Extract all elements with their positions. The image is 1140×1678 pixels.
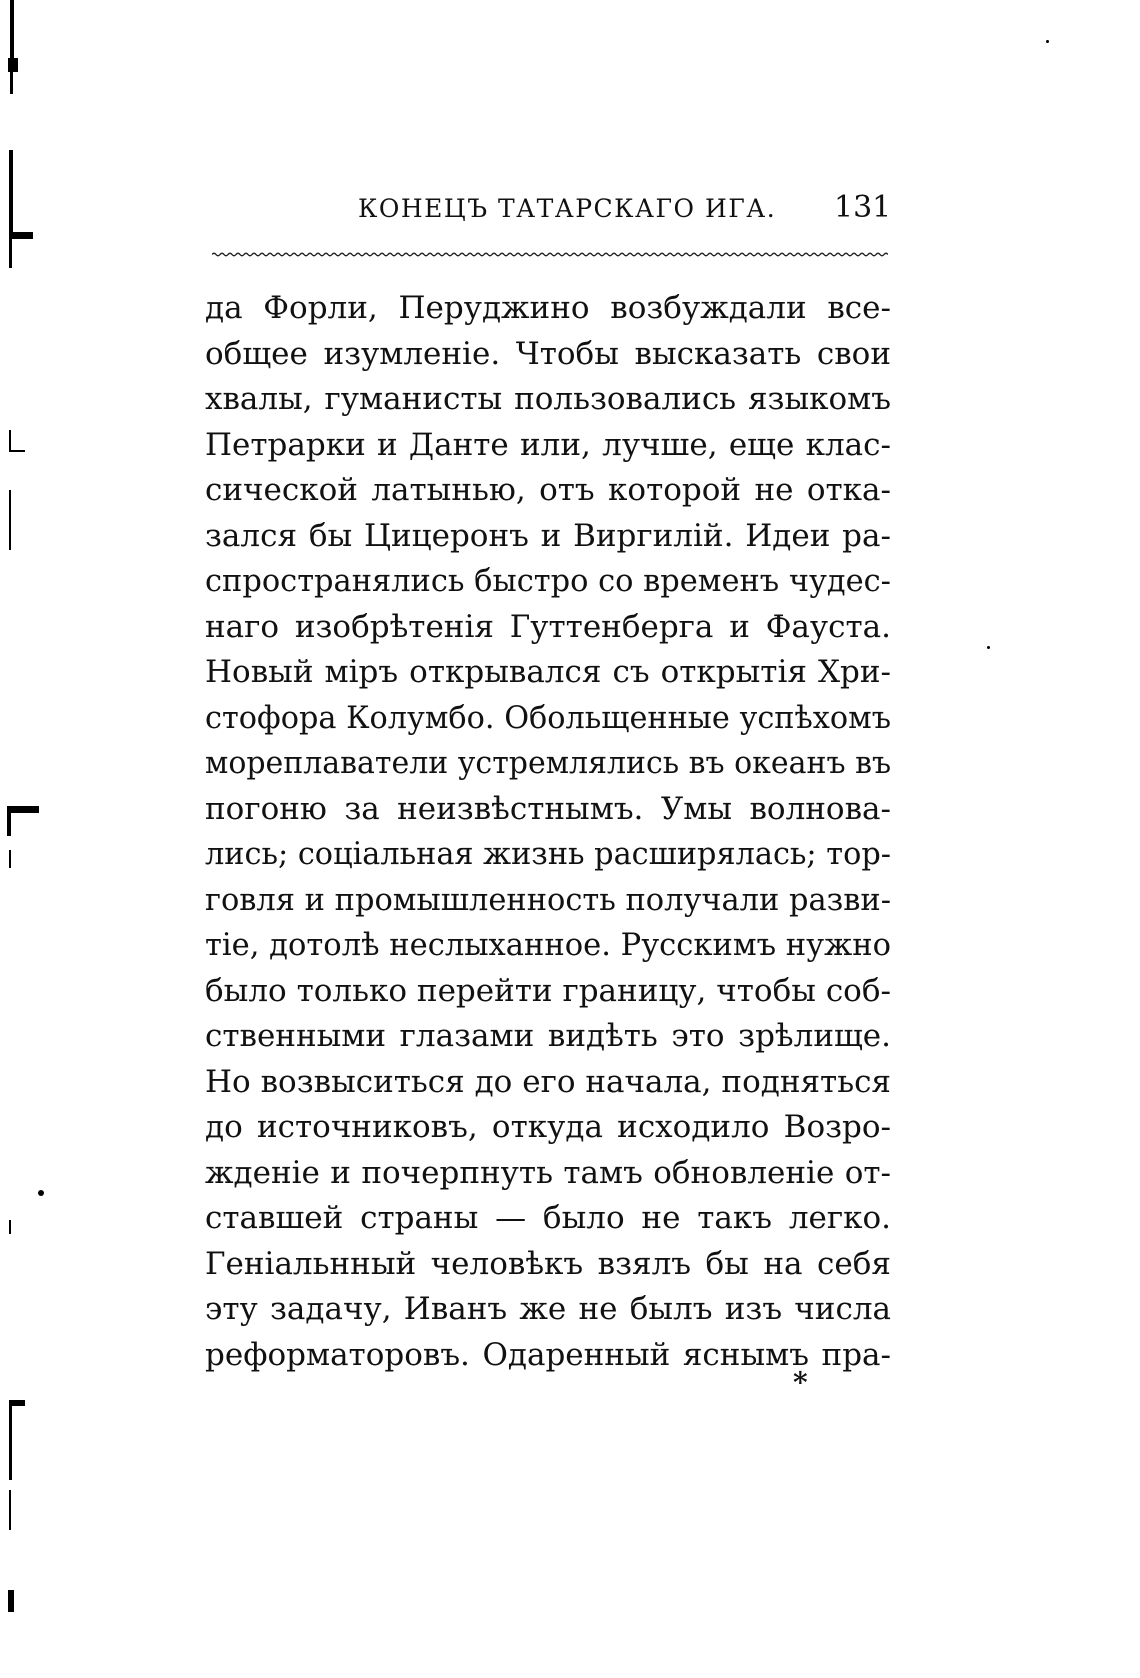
scan-edge-mark xyxy=(9,430,11,452)
text-line: реформаторовъ. Одаренный яснымъ пра- xyxy=(205,1336,891,1373)
text-line: эту задачу, Иванъ же не былъ изъ числа xyxy=(205,1291,891,1327)
text-line: Петрарки и Данте или, лучше, еще клас- xyxy=(205,426,891,463)
header-rule xyxy=(212,252,888,257)
scan-edge-mark xyxy=(10,0,14,62)
scan-edge-mark xyxy=(8,58,18,72)
scan-edge-mark xyxy=(8,1590,14,1612)
text-line: Но возвыситься до его начала, подняться xyxy=(205,1063,891,1100)
text-line: мореплаватели устремлялись въ океанъ въ xyxy=(205,745,892,781)
text-line: спространялись быстро со временъ чудес- xyxy=(205,563,891,599)
scan-edge-mark xyxy=(9,490,11,550)
scan-edge-mark xyxy=(7,806,11,836)
scan-edge-mark xyxy=(9,1490,11,1530)
text-line: погоню за неизвѣстнымъ. Умы волнова- xyxy=(205,790,891,827)
scan-speck xyxy=(987,646,990,649)
text-line: говля и промышленность получали разви- xyxy=(205,881,892,918)
body-text xyxy=(205,286,891,1378)
text-line: Геніальнный человѣкъ взялъ бы на себя xyxy=(205,1245,891,1282)
scan-edge-mark xyxy=(9,150,13,238)
running-title: КОНЕЦЪ ТАТАРСКАГО ИГА. xyxy=(358,194,777,223)
text-line: ставшей страны — было не такъ легко. xyxy=(205,1200,891,1236)
text-line: сической латынью, отъ которой не отка- xyxy=(205,472,891,508)
scan-edge-mark xyxy=(7,806,39,813)
scan-speck xyxy=(38,1190,44,1196)
scan-edge-mark xyxy=(9,1220,11,1234)
text-line: Новый міръ открывался съ открытія Хри- xyxy=(205,654,891,690)
text-line: ственными глазами видѣть это зрѣлище. xyxy=(205,1018,891,1054)
scan-edge-mark xyxy=(10,72,13,94)
text-line: тіе, дотолѣ неслыханное. Русскимъ нужно xyxy=(205,927,892,963)
scan-edge-mark xyxy=(9,1400,12,1480)
text-line: было только перейти границу, чтобы соб- xyxy=(205,972,891,1009)
text-line: стофора Колумбо. Обольщенные успѣхомъ xyxy=(205,699,891,736)
text-line: наго изобрѣтенія Гуттенберга и Фауста. xyxy=(205,608,891,645)
signature-mark: * xyxy=(793,1366,808,1399)
text-line: до источниковъ, откуда исходило Возро- xyxy=(205,1109,891,1145)
text-line: хвалы, гуманисты пользовались языкомъ xyxy=(205,381,891,417)
scan-edge-mark xyxy=(9,238,12,268)
scan-edge-mark xyxy=(9,232,33,239)
text-line: да Форли, Перуджино возбуждали все- xyxy=(205,290,891,326)
text-line: общее изумленіе. Чтобы высказать свои xyxy=(205,335,891,372)
text-line: жденіе и почерпнуть тамъ обновленіе от- xyxy=(205,1154,891,1191)
page-number: 131 xyxy=(834,190,892,225)
text-line: лись; соціальная жизнь расширялась; тор- xyxy=(205,836,891,872)
text-line: зался бы Цицеронъ и Виргилій. Идеи ра- xyxy=(205,517,891,554)
scan-speck xyxy=(1046,40,1049,43)
scan-edge-mark xyxy=(9,450,25,452)
scan-edge-mark xyxy=(9,850,11,868)
